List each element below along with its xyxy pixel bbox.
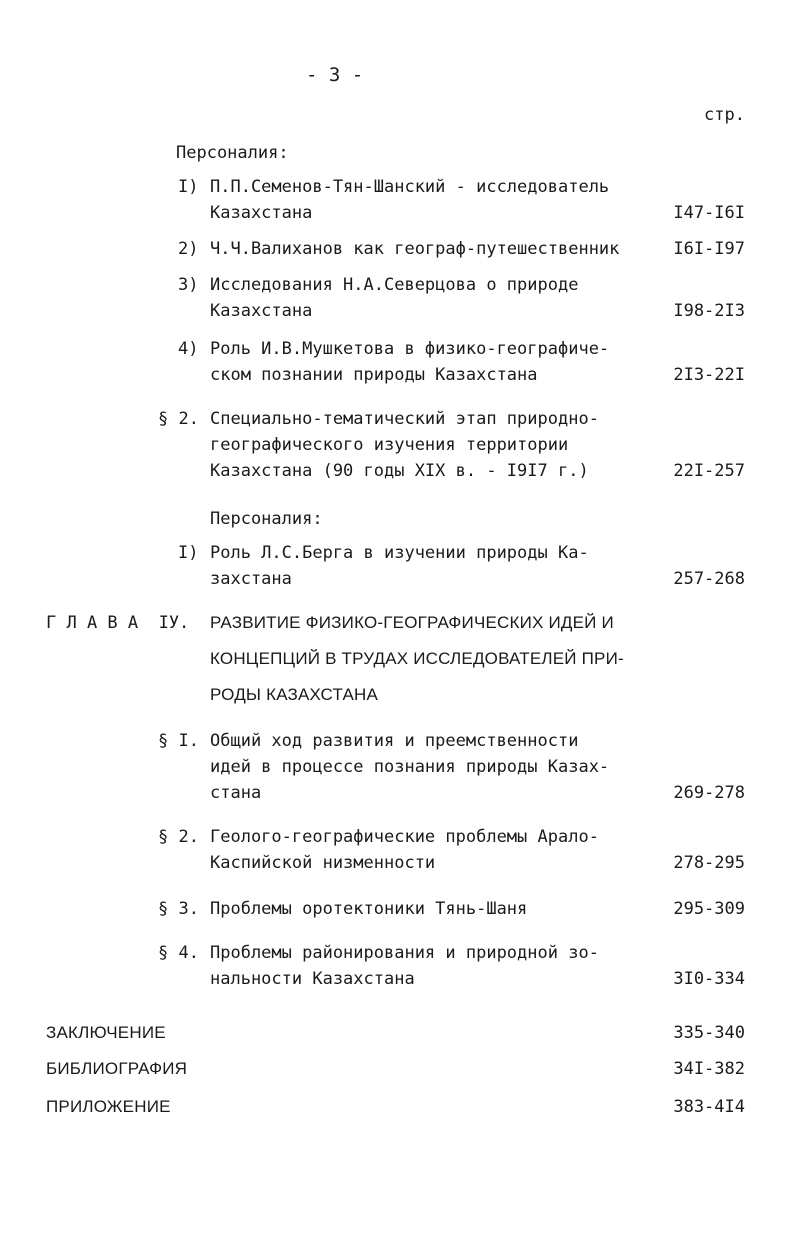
chapter-title: РОДЫ КАЗАХСТАНА bbox=[210, 685, 379, 704]
section-title: Общий ход развития и преемственности bbox=[210, 731, 579, 751]
entry-number: 4) bbox=[178, 339, 199, 359]
section-title: идей в процессе познания природы Казах- bbox=[210, 757, 610, 777]
section-pages: 278-295 bbox=[673, 853, 745, 873]
entry-pages: I47-I6I bbox=[673, 203, 745, 223]
pages-column-header: стр. bbox=[704, 105, 745, 125]
chapter-title: КОНЦЕПЦИЙ В ТРУДАХ ИССЛЕДОВАТЕЛЕЙ ПРИ- bbox=[210, 649, 624, 668]
section-number: § 4. bbox=[158, 943, 199, 963]
chapter-title: РАЗВИТИЕ ФИЗИКО-ГЕОГРАФИЧЕСКИХ ИДЕЙ И bbox=[210, 613, 614, 632]
section-title: стана bbox=[210, 783, 262, 803]
section-pages: 22I-257 bbox=[673, 461, 745, 481]
entry-title: П.П.Семенов-Тян-Шанский - исследователь bbox=[210, 177, 610, 197]
personalia-heading: Персоналия: bbox=[176, 143, 289, 163]
section-number: § I. bbox=[158, 731, 199, 751]
entry-title: Роль И.В.Мушкетова в физико-географиче- bbox=[210, 339, 610, 359]
entry-number: I) bbox=[178, 177, 199, 197]
section-number: § 3. bbox=[158, 899, 199, 919]
chapter-label: Г Л А В А IУ. bbox=[46, 613, 190, 633]
entry-number: 2) bbox=[178, 239, 199, 259]
section-title: Казахстана (90 годы XIX в. - I9I7 г.) bbox=[210, 461, 589, 481]
entry-pages: I6I-I97 bbox=[673, 239, 745, 259]
entry-title: Ч.Ч.Валиханов как географ-путешественник bbox=[210, 239, 620, 259]
entry-pages: 257-268 bbox=[673, 569, 745, 589]
entry-number: I) bbox=[178, 543, 199, 563]
conclusion-pages: 335-340 bbox=[673, 1023, 745, 1043]
section-title: Проблемы оротектоники Тянь-Шаня bbox=[210, 899, 528, 919]
entry-title: Роль Л.С.Берга в изучении природы Ка- bbox=[210, 543, 589, 563]
section-title: нальности Казахстана bbox=[210, 969, 415, 989]
entry-title: ском познании природы Казахстана bbox=[210, 365, 538, 385]
section-title: Специально-тематический этап природно- bbox=[210, 409, 599, 429]
entry-number: 3) bbox=[178, 275, 199, 295]
appendix-pages: 383-4I4 bbox=[673, 1097, 745, 1117]
section-title: географического изучения территории bbox=[210, 435, 569, 455]
page-number: - 3 - bbox=[306, 64, 364, 86]
bibliography-title: БИБЛИОГРАФИЯ bbox=[46, 1059, 188, 1078]
section-pages: 3I0-334 bbox=[673, 969, 745, 989]
entry-title: Казахстана bbox=[210, 301, 313, 321]
conclusion-title: ЗАКЛЮЧЕНИЕ bbox=[46, 1023, 166, 1042]
entry-title: Исследования Н.А.Северцова о природе bbox=[210, 275, 579, 295]
entry-title: захстана bbox=[210, 569, 292, 589]
section-title: Каспийской низменности bbox=[210, 853, 436, 873]
entry-pages: 2I3-22I bbox=[673, 365, 745, 385]
personalia-heading: Персоналия: bbox=[210, 509, 323, 529]
appendix-title: ПРИЛОЖЕНИЕ bbox=[46, 1097, 171, 1116]
section-pages: 295-309 bbox=[673, 899, 745, 919]
entry-pages: I98-2I3 bbox=[673, 301, 745, 321]
section-title: Проблемы районирования и природной зо- bbox=[210, 943, 599, 963]
section-title: Геолого-географические проблемы Арало- bbox=[210, 827, 599, 847]
entry-title: Казахстана bbox=[210, 203, 313, 223]
section-pages: 269-278 bbox=[673, 783, 745, 803]
bibliography-pages: 34I-382 bbox=[673, 1059, 745, 1079]
section-number: § 2. bbox=[158, 409, 199, 429]
section-number: § 2. bbox=[158, 827, 199, 847]
